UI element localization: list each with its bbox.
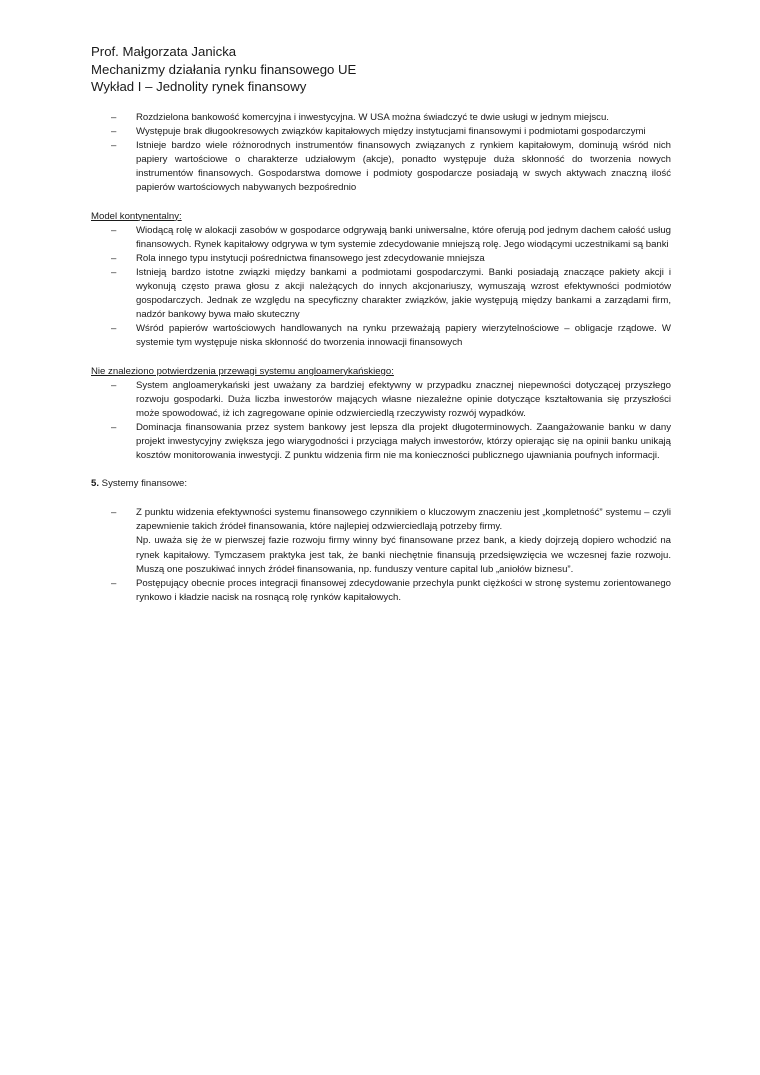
section-title: Systemy finansowe: (99, 478, 187, 490)
list-dash: – (111, 224, 117, 236)
no-confirmation-list (91, 379, 671, 464)
list-item: – Wiodącą rolę w alokacji zasobów w gospodarce odgrywają banki uniwersalne, które oferują pod jednym dachem całość usług finansowych. Rynek kapitałowy odgrywa w tym systemie zdecydowanie mniejszą rolę. Jego wiodącymi uczestnikami są banki (111, 224, 671, 250)
intro-list (91, 111, 671, 196)
section-5-heading (91, 477, 671, 491)
section-number: 5. (91, 478, 100, 490)
document-header (91, 43, 356, 96)
continental-list (91, 224, 671, 351)
list-dash: – (111, 379, 117, 391)
list-dash: – (111, 577, 117, 589)
list-dash: – (111, 323, 117, 335)
list-dash: – (111, 266, 117, 278)
list-dash: – (111, 126, 117, 138)
list-item: – Rola innego typu instytucji pośrednictwa finansowego jest zdecydowanie mniejsza (91, 252, 671, 266)
list-item: – Z punktu widzenia efektywności systemu finansowego czynnikiem o kluczowym znaczeniu jest „kompletność” systemu – czyli zapewnienie takich źródeł finansowania, które najlepiej odzwierciedlają potrzeby firmy. Np. uważa się że w pierwszej fazie rozwoju firmy winny być finansowane przez bank, a kiedy dojrzeją dopiero wchodzić na rynek kapitałowy. Tymczasem praktyka jest tak, że banki niechętnie finansują przedsięwzięcia we wczesnej fazie rozwoju. Muszą one poszukiwać innych źródeł finansowania, np. funduszy venture capital lub „aniołów biznesu”. (111, 507, 671, 575)
lecture-title: Wykład I – Jednolity rynek finansowy (91, 79, 307, 94)
list-dash: – (111, 507, 117, 519)
list-item: – Wśród papierów wartościowych handlowanych na rynku przeważają papiery wierzytelnościowe – obligacje rządowe. W systemie tym występuje niska skłonność do tworzenia innowacji finansowych (111, 323, 671, 349)
list-item: – Postępujący obecnie proces integracji finansowej zdecydowanie przechyla punkt ciężkości w stronę systemu zorientowanego rynkowo i kładzie nacisk na rosnącą rolę rynków kapitałowych. (111, 577, 671, 603)
list-item: – Istnieje bardzo wiele różnorodnych instrumentów finansowych związanych z rynkiem kapitałowym, dominują wśród nich papiery wartościowe o charakterze udziałowym (akcje), ponadto występuje duża skłonność do tworzenia nowych instrumentów finansowych. Gospodarstwa domowe i podmioty gospodarcze posiadają w swych aktywach znaczną ilość papierów wartościowych nabywanych bezpośrednio (111, 140, 671, 194)
list-item: – Istnieją bardzo istotne związki między bankami a podmiotami gospodarczymi. Banki posiadają znaczące pakiety akcji i wykonują często prawa głosu z akcji należących do innych akcjonariuszy, wymuszają wzrost efektywności podmiotów gospodarczych. Jednak ze względu na specyficzny charakter związków, jakie występują między bankami a zarządami firm, nadzór bankowy bywa mało skuteczny (111, 266, 671, 321)
list-item: – Występuje brak długookresowych związków kapitałowych między instytucjami finansowymi i podmiotami gospodarczymi (91, 125, 671, 139)
continental-model-section (91, 210, 671, 351)
list-dash: – (111, 140, 117, 152)
course-title: Mechanizmy działania rynku finansowego UE (91, 61, 357, 77)
section-5-list (91, 506, 671, 605)
list-dash: – (111, 421, 117, 433)
list-dash: – (111, 252, 117, 264)
section-5 (91, 477, 671, 605)
list-dash: – (111, 112, 117, 123)
list-item: – Dominacja finansowania przez system bankowy jest lepsza dla projekt długoterminowych. Zaangażowanie banku w dany projekt inwestycyjny zwiększa jego wiarygodności i przyciąga małych inwestorów, którzy opierając się na opinii banku unikają kosztów monitorowania inwestycji. Z punktu widzenia firm nie ma konieczności publicznego ujawniania poufnych informacji. (111, 421, 671, 462)
list-item: – System angloamerykański jest uważany za bardziej efektywny w przypadku znacznej niepewności dotyczącej przyszłego rozwoju gospodarki. Duża liczba inwestorów mających własne niezależne opinie dotyczące kształtowania się przyszłości może spowodować, iż ich zagregowane opinie odzwierciedlą rzeczywisty rozwój wypadków. (111, 379, 671, 419)
section-heading: Model kontynentalny: (91, 210, 182, 222)
document-body (91, 111, 671, 605)
section-heading: Nie znaleziono potwierdzenia przewagi systemu angloamerykańskiego: (91, 365, 394, 377)
author-line: Prof. Małgorzata Janicka (91, 44, 237, 59)
list-item: – Rozdzielona bankowość komercyjna i inwestycyjna. W USA można świadczyć te dwie usługi w jednym miejscu. (91, 111, 671, 125)
no-confirmation-section (91, 365, 671, 464)
